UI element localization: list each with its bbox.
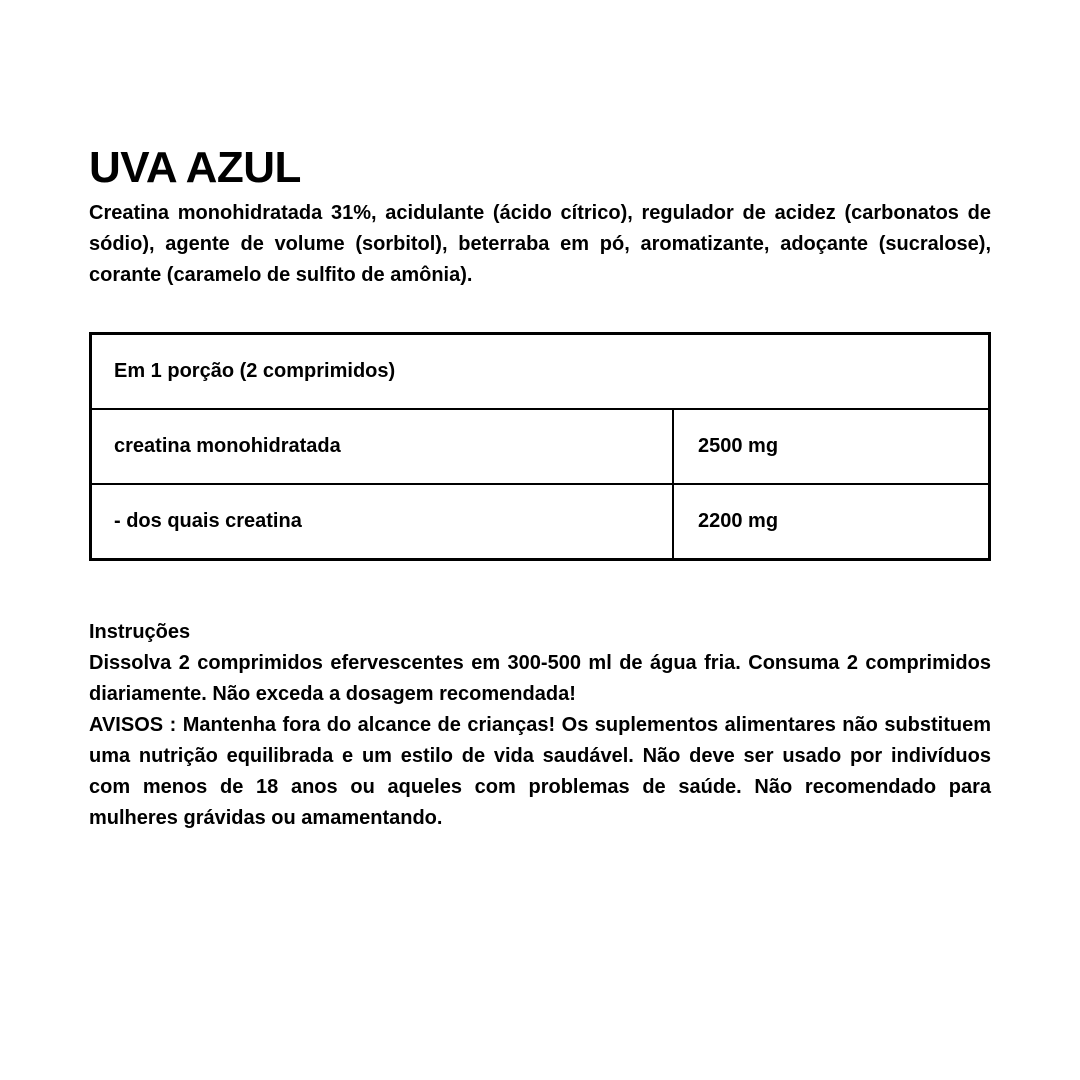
warning-text: AVISOS : Mantenha fora do alcance de crianças! Os suplementos alimentares não substituem uma nutrição equilibrada e um estilo de vida saudável. Não deve ser usado por indivíduos com menos de 18 anos ou aqueles com problemas de saúde. Não recomendado para mulheres grávidas ou amamentando. [89, 714, 991, 829]
nutrition-table [89, 332, 991, 561]
instructions-section [89, 617, 991, 834]
table-row [91, 484, 990, 560]
nutrient-label: creatina monohidratada [91, 409, 674, 484]
label-content [89, 140, 991, 834]
nutrient-value: 2500 mg [673, 409, 990, 484]
table-row [91, 409, 990, 484]
nutrient-label: - dos quais creatina [91, 484, 674, 560]
instructions-heading: Instruções [89, 621, 191, 643]
product-title: UVA AZUL [89, 143, 301, 192]
table-header-row [91, 334, 990, 410]
usage-text: Dissolva 2 comprimidos efervescentes em 300-500 ml de água fria. Consuma 2 comprimidos diariamente. Não exceda a dosagem recomendada! [89, 652, 991, 705]
ingredients-text: Creatina monohidratada 31%, acidulante (ácido cítrico), regulador de acidez (carbonatos de sódio), agente de volume (sorbitol), beterraba em pó, aromatizante, adoçante (sucralose), corante (caramelo de sulfito de amônia). [89, 202, 991, 286]
serving-header: Em 1 porção (2 comprimidos) [91, 334, 990, 410]
nutrient-value: 2200 mg [673, 484, 990, 560]
